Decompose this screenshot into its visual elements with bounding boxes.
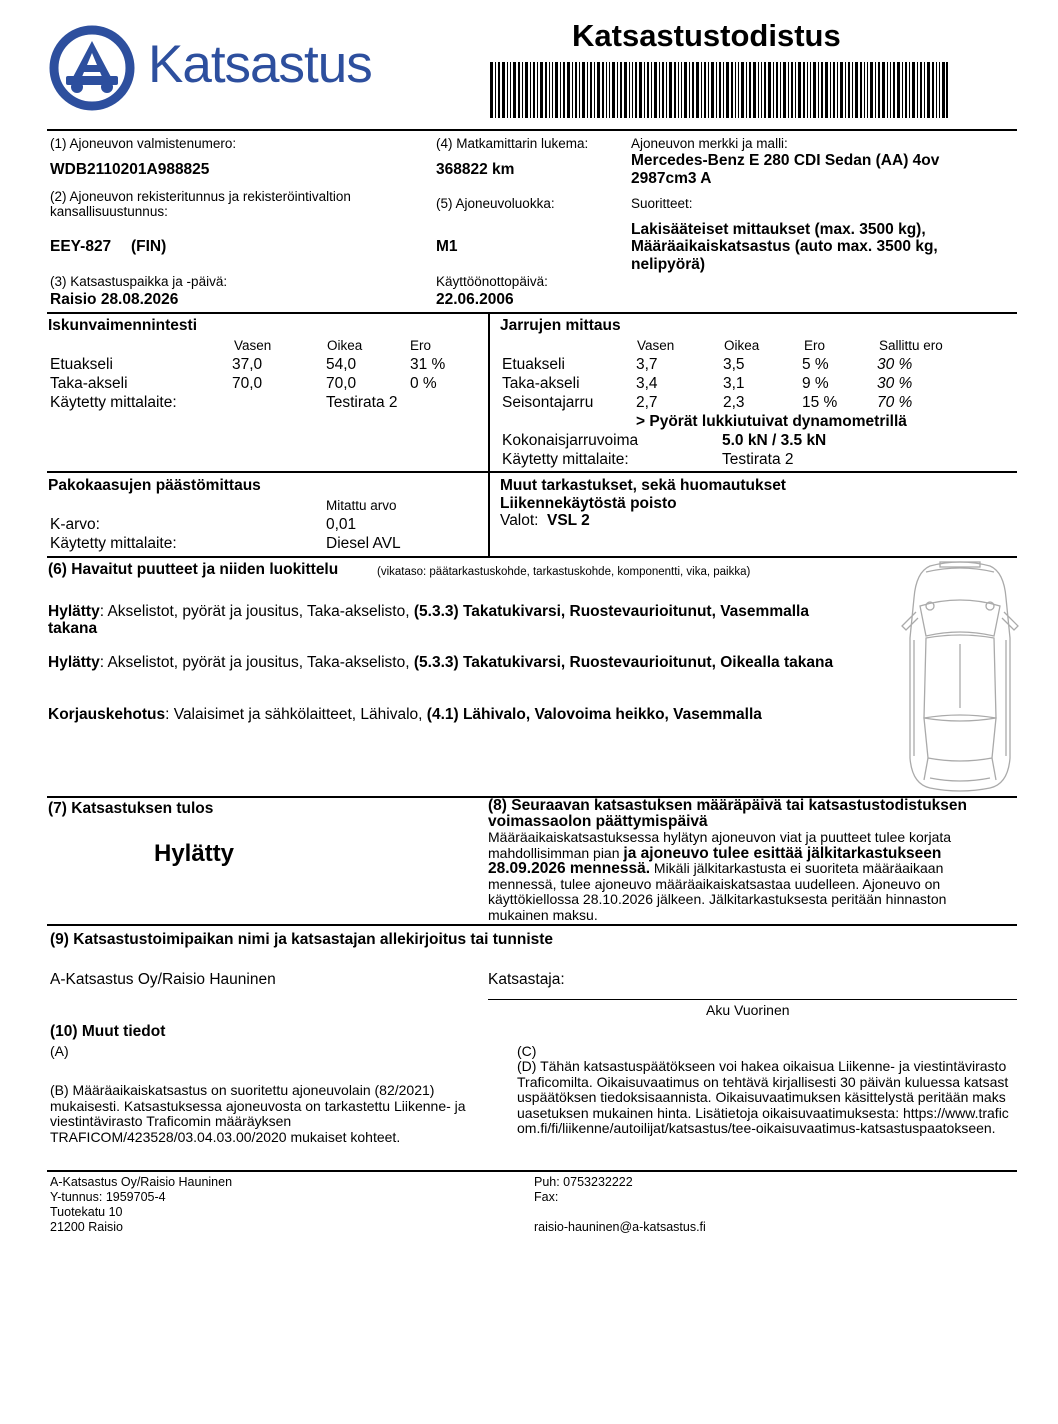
class-label: (5) Ajoneuvoluokka: [436,196,555,211]
footer-phone: Puh: 0753232222 [534,1175,633,1189]
shock-row-left: 70,0 [232,375,263,392]
logo [48,24,378,114]
brakes-header-allowed: Sallittu ero [879,338,943,353]
divider [47,1170,1017,1172]
emissions-k-value: 0,01 [326,516,357,533]
brakes-device-label: Käytetty mittalaite: [502,451,629,468]
emissions-k-label: K-arvo: [50,516,100,533]
defect-item [48,706,878,723]
footer-fax: Fax: [534,1190,559,1204]
shock-device-value: Testirata 2 [326,394,398,411]
misc-a: (A) [50,1043,69,1059]
performed-line1: Lakisääteiset mittaukset (max. 3500 kg), [631,221,926,238]
brakes-row-left: 2,7 [636,394,658,411]
emissions-device-label: Käytetty mittalaite: [50,535,177,552]
performed-label: Suoritteet: [631,196,693,211]
footer-street: Tuotekatu 10 [50,1205,123,1219]
make-value-line1: Mercedes-Benz E 280 CDI Sedan (AA) 4ov [631,152,940,169]
other-checks-title: Muut tarkastukset, sekä huomautukset [500,477,786,494]
defect-detail: (5.3.3) Takatukivarsi, Ruostevaurioitunut, Oikealla takana [413,654,834,671]
brakes-row-left: 3,7 [636,356,658,373]
brakes-row-left: 3,4 [636,375,658,392]
brakes-device-value: Testirata 2 [722,451,794,468]
reg-country: (FIN) [131,238,167,255]
shock-row-diff: 0 % [410,375,437,392]
shock-header-diff: Ero [410,338,432,353]
emissions-title: Pakokaasujen päästömittaus [48,477,261,494]
shock-row-left: 37,0 [232,356,263,373]
brakes-row-allowed: 30 % [877,375,913,392]
defect-path: : Valaisimet ja sähkölaitteet, Lähivalo, [165,706,427,723]
commission-label: Käyttöönottopäivä: [436,274,548,289]
inspector-name: Aku Vuorinen [706,1002,790,1018]
defect-item [48,603,848,637]
misc-title: (10) Muut tiedot [50,1023,166,1040]
divider [47,129,1017,131]
defect-detail: (5.3.3) Takatukivarsi, Ruostevaurioitunut, Vasemmalla takana [48,603,809,637]
logo-emblem-icon [48,24,136,112]
document-title: Katsastustodistus [572,18,841,53]
divider [47,556,1017,558]
brakes-row-right: 3,5 [723,356,745,373]
result-title: (7) Katsastuksen tulos [48,800,214,817]
defect-level: Hylätty [48,603,100,620]
car-diagram-icon [900,558,1020,794]
misc-b: (B) Määräaikaiskatsastus on suoritettu ajoneuvolain (82/2021) mukaisesti. Katsastuksessa ajoneuvosta on tarkastettu Liikenne- ja viestintävirasto Traficomin määräyksen TRAFICOM/423528/03.04.03.00/2020 mukaiset kohteet. [50,1082,466,1145]
brakes-row-diff: 5 % [802,356,829,373]
defect-level: Korjauskehotus [48,706,166,723]
shock-device-label: Käytetty mittalaite: [50,394,177,411]
barcode [490,62,948,118]
brakes-row-name: Taka-akseli [502,375,580,392]
brakes-row-right: 2,3 [723,394,745,411]
brakes-header-left: Vasen [637,338,675,353]
divider [47,312,1017,314]
reg-label-line1: (2) Ajoneuvon rekisteritunnus ja rekisteröintivaltion [50,189,351,204]
make-label: Ajoneuvon merkki ja malli: [631,136,788,151]
brakes-note: > Pyörät lukkiutuivat dynamometrillä [636,413,907,430]
shock-row-right: 70,0 [326,375,357,392]
brakes-header-diff: Ero [804,338,826,353]
shock-row-diff: 31 % [410,356,446,373]
next-text-part1: Määräaikaiskatsastuksessa hylätyn ajoneuvon viat ja puutteet tulee korjata mahdollisimman pian [488,829,952,861]
place-label: (3) Katsastuspaikka ja -päivä: [50,274,228,289]
brakes-header-right: Oikea [724,338,760,353]
misc-d: (D) Tähän katsastuspäätökseen voi hakea oikaisua Liikenne- ja viestintävirasto Traficomilta. Oikaisuvaatimus on tehtävä kirjallisesti 30 päivän kuluessa katsastuspäätöksen tiedoksisaannista. Oikaisuvaatimuksen käsittelystä peritään maksuasetuksen mukainen hinta. Lisätietoja oikaisuvaatimuksesta: https://www.traficom.fi/fi/liikenne/autoilijat/katsastus/tee-oikaisuvaatimus-katsastuspaatokseen. [517,1058,1009,1136]
divider [47,471,1017,473]
signature-line [488,999,1017,1000]
shock-header-left: Vasen [234,338,272,353]
lights-label: Valot: [500,512,539,529]
class-value: M1 [436,238,458,255]
defect-path: : Akselistot, pyörät ja jousitus, Taka-akselisto, [99,603,414,620]
defect-detail: (4.1) Lähivalo, Valovoima heikko, Vasemmalla [426,706,762,723]
defect-path: : Akselistot, pyörät ja jousitus, Taka-akselisto, [99,654,414,671]
shock-title: Iskunvaimennintesti [48,317,198,334]
odometer-value: 368822 km [436,161,515,178]
column-divider [488,312,490,556]
misc-c: (C) [517,1043,537,1059]
shock-row-name: Etuakseli [50,356,113,373]
reg-value: EEY-827 [50,238,112,255]
next-title: (8) Seuraavan katsastuksen määräpäivä tai katsastustodistuksen voimassaolon päättymispäivä [488,797,968,830]
divider [47,924,1017,926]
station-name: A-Katsastus Oy/Raisio Hauninen [50,971,276,988]
shock-row-name: Taka-akseli [50,375,128,392]
next-text-part2: Mikäli jälkitarkastusta ei suoriteta määräaikaan mennessä, tulee ajoneuvo määräaikaiskatsastaa uudelleen. Ajoneuvo on käyttökiellossa 28.10.2026 jälkeen. Jälkitarkastuksesta peritään hinnaston mukainen maksu. [488,860,947,923]
brakes-row-right: 3,1 [723,375,745,392]
vin-value: WDB2110201A988825 [50,161,210,178]
other-checks-line1: Liikennekäytöstä poisto [500,495,677,512]
brakes-title: Jarrujen mittaus [500,317,621,334]
footer-company: A-Katsastus Oy/Raisio Hauninen [50,1175,233,1189]
logo-text: Katsastus [148,35,372,94]
defects-title: (6) Havaitut puutteet ja niiden luokittelu [48,561,339,578]
station-title: (9) Katsastustoimipaikan nimi ja katsastajan allekirjoitus tai tunniste [50,931,554,948]
brakes-row-allowed: 30 % [877,356,913,373]
brakes-total-value: 5.0 kN / 3.5 kN [722,432,827,449]
footer-business-id: Y-tunnus: 1959705-4 [50,1190,166,1204]
next-text [488,830,1008,923]
place-value: Raisio 28.08.2026 [50,291,179,308]
shock-header-right: Oikea [327,338,363,353]
defect-item [48,654,868,671]
brakes-total-label: Kokonaisjarruvoima [502,432,639,449]
footer-city: 21200 Raisio [50,1220,123,1234]
brakes-row-diff: 9 % [802,375,829,392]
performed-line3: nelipyörä) [631,256,706,273]
performed-line2: Määräaikaiskatsastus (auto max. 3500 kg, [631,238,938,255]
shock-row-right: 54,0 [326,356,357,373]
lights-value: VSL 2 [547,512,590,529]
footer-email[interactable]: raisio-hauninen@a-katsastus.fi [534,1220,706,1234]
result-value: Hylätty [154,840,235,867]
brakes-row-name: Seisontajarru [502,394,594,411]
reg-label-line2: kansallisuustunnus: [50,204,168,219]
brakes-row-allowed: 70 % [877,394,913,411]
next-text-bold: ja ajoneuvo tulee esittää jälkitarkastukseen 28.09.2026 mennessä. [488,844,942,877]
emissions-device-value: Diesel AVL [326,535,401,552]
defects-subtitle: (vikataso: päätarkastuskohde, tarkastuskohde, komponentti, vika, paikka) [377,566,751,578]
emissions-measured-header: Mitattu arvo [326,498,397,513]
inspector-label: Katsastaja: [488,971,565,988]
brakes-row-name: Etuakseli [502,356,565,373]
defect-level: Hylätty [48,654,100,671]
brakes-row-diff: 15 % [802,394,838,411]
odometer-label: (4) Matkamittarin lukema: [436,136,589,151]
commission-value: 22.06.2006 [436,291,514,308]
make-value-line2: 2987cm3 A [631,170,712,187]
vin-label: (1) Ajoneuvon valmistenumero: [50,136,237,151]
